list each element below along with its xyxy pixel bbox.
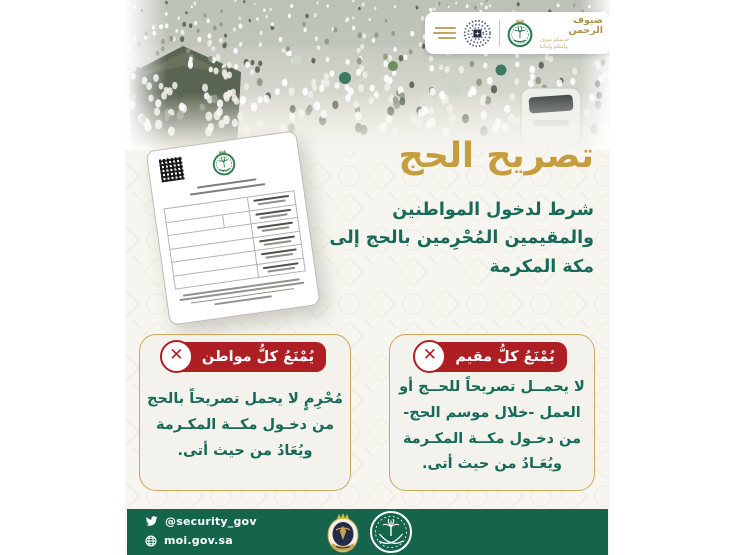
- website-row: [145, 534, 233, 547]
- hajj-permit-document: [145, 130, 320, 325]
- resident-line-1: لا يحمــل تصريحاً للحــج أو: [399, 379, 585, 395]
- resident-badge-label: يُمْنَعُ كلُّ مقيم: [455, 349, 555, 365]
- resident-rule-text: [396, 375, 588, 478]
- citizen-line-1: مُحْرِمٍ لا يحمل تصريحاً بالحج: [147, 391, 343, 407]
- citizen-badge-label: يُمْنَعُ كلُّ مواطن: [201, 349, 315, 365]
- citizen-rule-text: [146, 387, 344, 464]
- slogan-block: [540, 16, 603, 51]
- resident-badge: [417, 342, 566, 372]
- footer-logos: [327, 510, 413, 554]
- subtitle-line-1: شرط لدخول المواطنين: [392, 200, 594, 220]
- slogan-sub1: خدمتكم شرف: [539, 36, 570, 43]
- rule-box-resident: [389, 334, 595, 491]
- rule-box-citizen: [139, 334, 351, 491]
- resident-line-2: العمل -خلال موسم الحج-: [403, 404, 581, 421]
- permit-fields-table: [164, 190, 306, 290]
- citizen-badge: [164, 342, 326, 372]
- kingdom-wordmark: [433, 27, 456, 40]
- slogan-sub2: وأمنكم وأماننا: [539, 43, 568, 50]
- prohibited-x-icon: ✕: [413, 340, 446, 373]
- prohibited-x-icon: ✕: [160, 340, 193, 373]
- hajj-permit-poster: [125, 0, 610, 555]
- badge-divider: [499, 20, 500, 46]
- website-url: moi.gov.sa: [164, 534, 233, 547]
- subtitle-line-2: والمقيمين المُحْرِمين بالحج إلى: [329, 228, 594, 249]
- permit-emblem-icon: [209, 146, 239, 179]
- public-security-green-emblem-icon: [506, 15, 534, 51]
- twitter-icon: [145, 516, 158, 527]
- twitter-row: [145, 515, 257, 528]
- globe-icon: [145, 535, 157, 547]
- citizen-line-3: ويُعَادُ من حيث أتى.: [177, 442, 313, 459]
- public-security-emblem: [327, 510, 359, 554]
- page-title: تصريح الحج: [398, 136, 594, 176]
- ministry-of-interior-emblem: [369, 510, 413, 554]
- citizen-line-2: من دخـول مكــة المكـرمة: [155, 416, 335, 433]
- qr-code: [159, 156, 185, 182]
- resident-line-3: من دخـول مكــة المكـرمة: [402, 430, 582, 447]
- footer-bar: [127, 509, 608, 555]
- dotted-circle-logo-icon: [462, 17, 493, 50]
- slogan-title: ضيوف الرحمن: [568, 14, 603, 36]
- page-subtitle: [294, 196, 594, 281]
- header-logos-badge: [425, 12, 610, 54]
- resident-line-4: ويُعَـادُ من حيث أتى.: [422, 456, 562, 473]
- twitter-handle: @security_gov: [165, 515, 257, 528]
- subtitle-line-3: مكة المكرمة: [489, 256, 594, 277]
